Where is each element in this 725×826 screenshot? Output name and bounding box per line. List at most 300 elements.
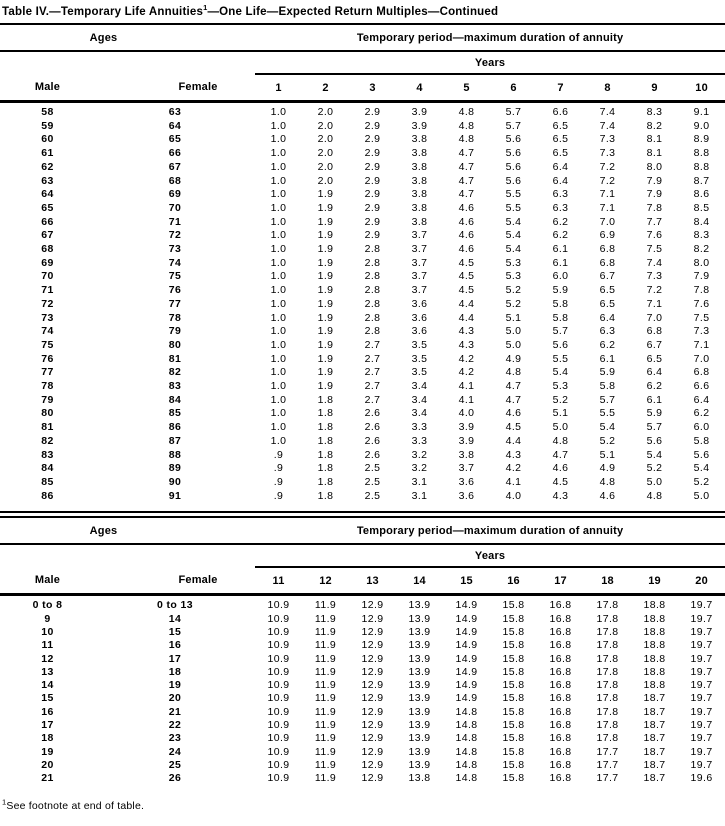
value-cell: 1.9 [317,297,334,310]
value-cell: 3.4 [411,407,428,420]
value-cell: 3.7 [411,229,428,242]
year-column-header: 15 [443,567,490,595]
value-cell: 3.6 [411,311,428,324]
value-cell: 7.6 [646,229,663,242]
value-cell: 17.8 [596,719,619,732]
value-cell: 4.2 [458,366,475,379]
female-age-cell: 87 [168,434,182,447]
value-cell: 3.3 [411,421,428,434]
value-cell: 15.8 [502,705,525,718]
value-cell: 5.4 [505,243,522,256]
value-cell: 6.4 [693,393,710,406]
column-header-row [0,74,725,102]
value-cell: 6.3 [552,188,569,201]
value-cell: 6.2 [552,215,569,228]
value-cell: 6.8 [693,366,710,379]
value-cell: 1.0 [270,174,287,187]
value-cell: 10.9 [267,665,290,678]
ages-header: Ages [0,518,255,544]
value-cell: 12.9 [361,639,384,652]
value-cell: 1.8 [317,421,334,434]
male-age-cell: 65 [41,201,54,214]
value-cell: 5.7 [599,393,616,406]
table-row [0,595,725,613]
table-row [0,706,725,719]
value-cell: 8.4 [693,215,710,228]
value-cell: 4.8 [599,475,616,488]
value-cell: 4.0 [458,407,475,420]
value-cell: 5.7 [552,325,569,338]
value-cell: 11.9 [314,639,337,652]
value-cell: 2.7 [364,366,381,379]
value-cell: 3.5 [411,338,428,351]
value-cell: 16.8 [549,772,572,785]
value-cell: 6.5 [552,147,569,160]
year-column-header: 18 [584,567,631,595]
value-cell: 2.9 [364,229,381,242]
value-cell: 14.8 [455,758,478,771]
female-age-cell: 86 [168,421,182,434]
value-cell: 3.7 [411,270,428,283]
years-header: Years [255,51,725,74]
value-cell: 14.8 [455,772,478,785]
value-cell: 16.8 [549,758,572,771]
value-cell: 6.5 [552,119,569,132]
male-age-cell: 67 [41,229,54,242]
value-cell: 19.7 [690,652,713,665]
year-column-header: 6 [490,74,537,102]
value-cell: 7.0 [693,352,710,365]
value-cell: 18.8 [643,625,666,638]
value-cell: 12.9 [361,599,384,612]
year-column-header: 12 [302,567,349,595]
value-cell: 4.6 [505,407,522,420]
value-cell: 4.2 [505,462,522,475]
table-row [0,102,725,120]
footnote-marker: 1 [2,797,7,807]
ages-header: Ages [0,24,255,51]
value-cell: 17.8 [596,705,619,718]
value-cell: 6.1 [599,352,616,365]
value-cell: 15.8 [502,758,525,771]
value-cell: 17.8 [596,612,619,625]
female-age-cell: 77 [168,297,182,310]
table-row [0,639,725,652]
female-age-cell: 68 [168,174,182,187]
value-cell: 6.5 [599,284,616,297]
value-cell: 13.9 [408,732,431,745]
male-column-header: Male [0,74,95,102]
male-age-cell: 82 [41,434,54,447]
value-cell: 13.9 [408,625,431,638]
value-cell: 6.9 [599,229,616,242]
female-age-cell: 14 [168,612,182,625]
value-cell: 2.5 [364,475,381,488]
value-cell: 6.7 [646,338,663,351]
value-cell: 5.6 [646,434,663,447]
value-cell: 5.1 [552,407,569,420]
value-cell: 7.1 [599,188,616,201]
year-column-header: 17 [537,567,584,595]
value-cell: 16.8 [549,639,572,652]
value-cell: 1.0 [270,243,287,256]
table-row [0,298,725,312]
value-cell: 7.9 [646,174,663,187]
value-cell: 5.0 [505,325,522,338]
temporary-period-header: Temporary period—maximum duration of annuity [255,24,725,51]
value-cell: 5.6 [505,147,522,160]
value-cell: .9 [273,448,284,461]
male-age-cell: 9 [44,612,51,625]
value-cell: 5.3 [505,270,522,283]
female-age-cell: 83 [168,380,182,393]
value-cell: 1.0 [270,338,287,351]
female-age-cell: 67 [168,160,182,173]
value-cell: 3.8 [458,448,475,461]
title-footnote-marker: 1 [203,3,208,13]
value-cell: 3.8 [411,147,428,160]
value-cell: 5.0 [505,338,522,351]
value-cell: 1.9 [317,380,334,393]
table-row [0,719,725,732]
value-cell: 11.9 [314,612,337,625]
table-row [0,394,725,408]
value-cell: 3.3 [411,434,428,447]
value-cell: 12.9 [361,758,384,771]
value-cell: 15.8 [502,732,525,745]
male-age-cell: 13 [41,665,54,678]
value-cell: 4.8 [458,106,475,118]
female-age-cell: 23 [168,732,182,745]
page-title [0,0,725,23]
value-cell: 14.9 [455,625,478,638]
value-cell: 8.8 [693,160,710,173]
female-age-cell: 89 [168,462,182,475]
value-cell: 14.9 [455,665,478,678]
value-cell: 5.2 [505,297,522,310]
female-age-cell: 82 [168,366,182,379]
value-cell: 11.9 [314,705,337,718]
value-cell: 6.1 [552,243,569,256]
value-cell: 5.6 [552,338,569,351]
table-row [0,175,725,189]
value-cell: 11.9 [314,679,337,692]
table-row [0,202,725,216]
value-cell: 6.8 [599,243,616,256]
value-cell: 12.9 [361,692,384,705]
value-cell: 1.0 [270,215,287,228]
male-age-cell: 69 [41,256,54,269]
male-age-cell: 11 [41,639,54,652]
value-cell: 3.2 [411,462,428,475]
value-cell: 6.1 [552,256,569,269]
female-age-cell: 20 [168,692,182,705]
value-cell: 6.4 [552,160,569,173]
value-cell: 10.9 [267,652,290,665]
value-cell: 5.8 [552,297,569,310]
value-cell: 8.3 [693,229,710,242]
male-age-cell: 0 to 8 [32,599,63,612]
female-age-cell: 17 [168,652,182,665]
value-cell: 14.9 [455,599,478,612]
value-cell: 4.5 [505,421,522,434]
value-cell: 18.7 [643,745,666,758]
male-age-cell: 70 [41,270,54,283]
year-column-header: 20 [678,567,725,595]
value-cell: 6.8 [599,256,616,269]
value-cell: 17.7 [596,745,619,758]
value-cell: 17.7 [596,758,619,771]
value-cell: 1.8 [317,393,334,406]
year-column-header: 2 [302,74,349,102]
value-cell: 16.8 [549,625,572,638]
value-cell: 18.8 [643,639,666,652]
year-column-header: 5 [443,74,490,102]
value-cell: 19.7 [690,692,713,705]
value-cell: 11.9 [314,732,337,745]
male-age-cell: 60 [41,133,54,146]
table-body [0,595,725,786]
value-cell: 2.6 [364,448,381,461]
female-age-cell: 91 [168,489,182,502]
value-cell: 1.9 [317,215,334,228]
table-row [0,120,725,134]
table-row [0,421,725,435]
value-cell: 2.9 [364,106,381,118]
value-cell: 12.9 [361,745,384,758]
female-age-cell: 71 [168,215,182,228]
value-cell: 5.4 [505,229,522,242]
value-cell: 8.1 [646,133,663,146]
value-cell: 11.9 [314,745,337,758]
male-age-cell: 66 [41,215,54,228]
value-cell: 6.5 [646,352,663,365]
value-cell: 4.4 [458,311,475,324]
value-cell: 17.8 [596,679,619,692]
value-cell: 16.8 [549,652,572,665]
value-cell: 13.9 [408,665,431,678]
year-column-header: 11 [255,567,302,595]
value-cell: 8.7 [693,174,710,187]
table-row [0,188,725,202]
value-cell: 1.0 [270,366,287,379]
table-row [0,284,725,298]
value-cell: 19.7 [690,758,713,771]
value-cell: 3.6 [458,489,475,502]
value-cell: 4.3 [505,448,522,461]
value-cell: 15.8 [502,652,525,665]
table-row [0,759,725,772]
value-cell: 15.8 [502,772,525,785]
value-cell: 13.9 [408,599,431,612]
value-cell: 17.8 [596,692,619,705]
female-age-cell: 85 [168,407,182,420]
year-column-header: 8 [584,74,631,102]
value-cell: 8.3 [646,106,663,118]
value-cell: 4.6 [599,489,616,502]
value-cell: 5.5 [552,352,569,365]
value-cell: 6.7 [599,270,616,283]
value-cell: 11.9 [314,758,337,771]
value-cell: 9.0 [693,119,710,132]
value-cell: 4.1 [458,393,475,406]
value-cell: 1.9 [317,256,334,269]
value-cell: 3.2 [411,448,428,461]
value-cell: 5.8 [693,434,710,447]
value-cell: 13.9 [408,639,431,652]
value-cell: 6.3 [599,325,616,338]
female-age-cell: 65 [168,133,182,146]
value-cell: 7.6 [693,297,710,310]
value-cell: 13.9 [408,612,431,625]
value-cell: 14.9 [455,652,478,665]
value-cell: 1.0 [270,147,287,160]
value-cell: 10.9 [267,692,290,705]
value-cell: 7.8 [646,201,663,214]
annuity-table-years-11-20 [0,518,725,785]
table-row [0,407,725,421]
year-column-header: 16 [490,567,537,595]
female-age-cell: 75 [168,270,182,283]
value-cell: 3.1 [411,489,428,502]
value-cell: 6.2 [599,338,616,351]
male-age-cell: 77 [41,366,54,379]
value-cell: 4.4 [505,434,522,447]
value-cell: 4.2 [458,352,475,365]
male-age-cell: 61 [41,147,54,160]
value-cell: 5.0 [646,475,663,488]
year-column-header: 10 [678,74,725,102]
value-cell: 6.2 [646,380,663,393]
value-cell: 10.9 [267,758,290,771]
female-age-cell: 84 [168,393,182,406]
value-cell: 12.9 [361,679,384,692]
years-header-row [0,544,725,567]
value-cell: 1.0 [270,380,287,393]
value-cell: 19.7 [690,719,713,732]
value-cell: 3.9 [411,106,428,118]
value-cell: 3.4 [411,393,428,406]
value-cell: 19.6 [690,772,713,785]
value-cell: 18.7 [643,719,666,732]
value-cell: 2.0 [317,147,334,160]
value-cell: 4.8 [646,489,663,502]
value-cell: 1.0 [270,133,287,146]
female-age-cell: 79 [168,325,182,338]
value-cell: 1.0 [270,434,287,447]
table-row [0,229,725,243]
value-cell: 4.8 [458,133,475,146]
value-cell: 19.7 [690,679,713,692]
table-row [0,626,725,639]
value-cell: 15.8 [502,719,525,732]
value-cell: 5.0 [693,489,710,502]
value-cell: 5.9 [599,366,616,379]
value-cell: 1.0 [270,297,287,310]
value-cell: 4.7 [505,380,522,393]
table-row [0,380,725,394]
female-age-cell: 26 [168,772,182,785]
table-row [0,476,725,490]
value-cell: 6.4 [599,311,616,324]
value-cell: 4.1 [505,475,522,488]
value-cell: 13.8 [408,772,431,785]
value-cell: 4.5 [458,256,475,269]
male-age-cell: 78 [41,380,54,393]
table-row [0,366,725,380]
value-cell: 18.8 [643,679,666,692]
value-cell: 5.4 [552,366,569,379]
value-cell: 2.0 [317,174,334,187]
male-age-cell: 71 [41,284,54,297]
value-cell: 2.6 [364,407,381,420]
table-row [0,692,725,705]
value-cell: 5.2 [505,284,522,297]
value-cell: 2.9 [364,201,381,214]
table-row [0,270,725,284]
year-column-header: 14 [396,567,443,595]
value-cell: 4.8 [552,434,569,447]
value-cell: 2.8 [364,243,381,256]
value-cell: 3.7 [411,284,428,297]
male-age-cell: 21 [41,772,54,785]
title-part2: —One Life—Expected Return Multiples—Continued [207,6,499,18]
male-age-cell: 14 [41,679,54,692]
value-cell: 1.8 [317,475,334,488]
value-cell: 6.4 [646,366,663,379]
value-cell: 18.7 [643,772,666,785]
value-cell: 5.6 [505,174,522,187]
value-cell: 2.9 [364,215,381,228]
value-cell: 4.6 [458,215,475,228]
value-cell: 1.8 [317,434,334,447]
value-cell: 13.9 [408,758,431,771]
value-cell: 2.9 [364,160,381,173]
female-age-cell: 22 [168,719,182,732]
value-cell: .9 [273,475,284,488]
value-cell: 3.5 [411,366,428,379]
value-cell: 18.7 [643,758,666,771]
value-cell: 4.8 [458,119,475,132]
year-column-header: 1 [255,74,302,102]
value-cell: 13.9 [408,652,431,665]
value-cell: 1.0 [270,284,287,297]
value-cell: 3.9 [458,434,475,447]
male-age-cell: 10 [41,625,54,638]
value-cell: 4.3 [458,338,475,351]
value-cell: 7.8 [693,284,710,297]
value-cell: 3.1 [411,475,428,488]
value-cell: 5.3 [552,380,569,393]
value-cell: 2.8 [364,325,381,338]
value-cell: 2.8 [364,297,381,310]
value-cell: 8.8 [693,147,710,160]
value-cell: 10.9 [267,719,290,732]
value-cell: 5.6 [505,160,522,173]
male-age-cell: 63 [41,174,54,187]
value-cell: 12.9 [361,652,384,665]
value-cell: 3.6 [411,325,428,338]
value-cell: 3.7 [411,256,428,269]
female-age-cell: 73 [168,243,182,256]
value-cell: 2.8 [364,270,381,283]
value-cell: 10.9 [267,639,290,652]
value-cell: 7.3 [693,325,710,338]
value-cell: 5.6 [505,133,522,146]
value-cell: 11.9 [314,692,337,705]
female-age-cell: 24 [168,745,182,758]
value-cell: 3.8 [411,133,428,146]
